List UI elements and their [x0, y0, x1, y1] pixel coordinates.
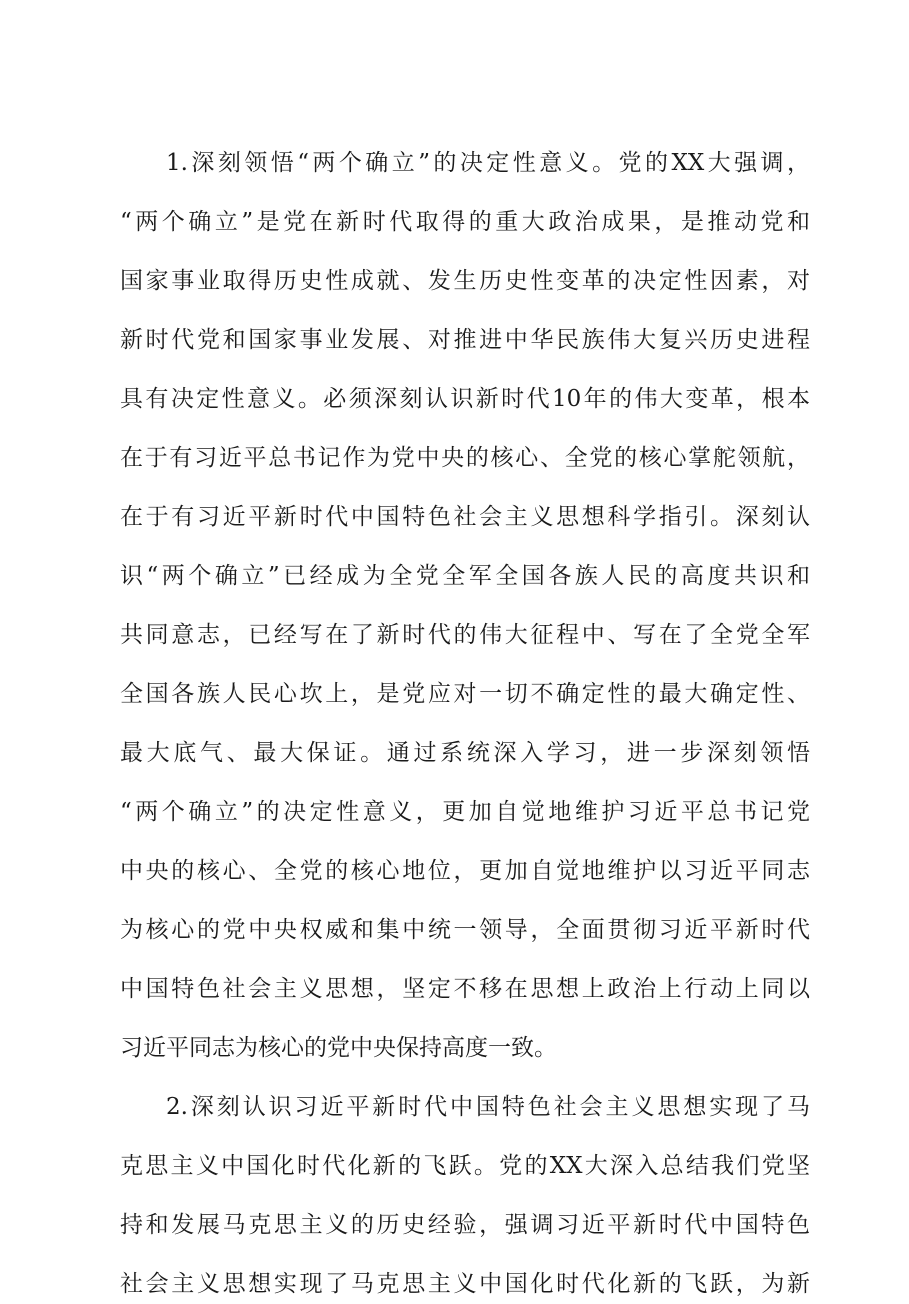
paragraph-1-line-11: 最大底气、最大保证。通过系统深入学习，进一步深刻领悟 [120, 740, 810, 766]
paragraph-1-line-7: 在于有习近平新时代中国特色社会主义思想科学指引。深刻认 [120, 504, 810, 530]
paragraph-1-line-9: 共同意志，已经写在了新时代的伟大征程中、写在了全党全军 [120, 622, 810, 648]
paragraph-1-line-1: 1.深刻领悟“两个确立”的决定性意义。党的XX大强调， [166, 150, 810, 176]
paragraph-1-line-6: 在于有习近平总书记作为党中央的核心、全党的核心掌舵领航， [120, 445, 810, 471]
paragraph-2-line-3: 持和发展马克思主义的历史经验，强调习近平新时代中国特色 [120, 1212, 810, 1238]
paragraph-2-line-4: 社会主义思想实现了马克思主义中国化时代化新的飞跃，为新 [120, 1271, 810, 1297]
paragraph-1-line-2: “两个确立”是党在新时代取得的重大政治成果，是推动党和 [120, 209, 810, 235]
paragraph-1-line-3: 国家事业取得历史性成就、发生历史性变革的决定性因素，对 [120, 268, 810, 294]
paragraph-1-line-16: 习近平同志为核心的党中央保持高度一致。 [120, 1035, 557, 1061]
paragraph-1-line-12: “两个确立”的决定性意义，更加自觉地维护习近平总书记党 [120, 799, 810, 825]
paragraph-2-line-1: 2.深刻认识习近平新时代中国特色社会主义思想实现了马 [166, 1094, 810, 1120]
paragraph-1-line-13: 中央的核心、全党的核心地位，更加自觉地维护以习近平同志 [120, 858, 810, 884]
paragraph-1-line-4: 新时代党和国家事业发展、对推进中华民族伟大复兴历史进程 [120, 327, 810, 353]
paragraph-1-line-15: 中国特色社会主义思想，坚定不移在思想上政治上行动上同以 [120, 976, 810, 1002]
paragraph-1-line-8: 识“两个确立”已经成为全党全军全国各族人民的高度共识和 [120, 563, 810, 589]
paragraph-1-line-10: 全国各族人民心坎上，是党应对一切不确定性的最大确定性、 [120, 681, 810, 707]
paragraph-1-line-14: 为核心的党中央权威和集中统一领导，全面贯彻习近平新时代 [120, 917, 810, 943]
paragraph-2-line-2: 克思主义中国化时代化新的飞跃。党的XX大深入总结我们党坚 [120, 1153, 810, 1179]
paragraph-1-line-5: 具有决定性意义。必须深刻认识新时代10年的伟大变革，根本 [120, 386, 810, 412]
